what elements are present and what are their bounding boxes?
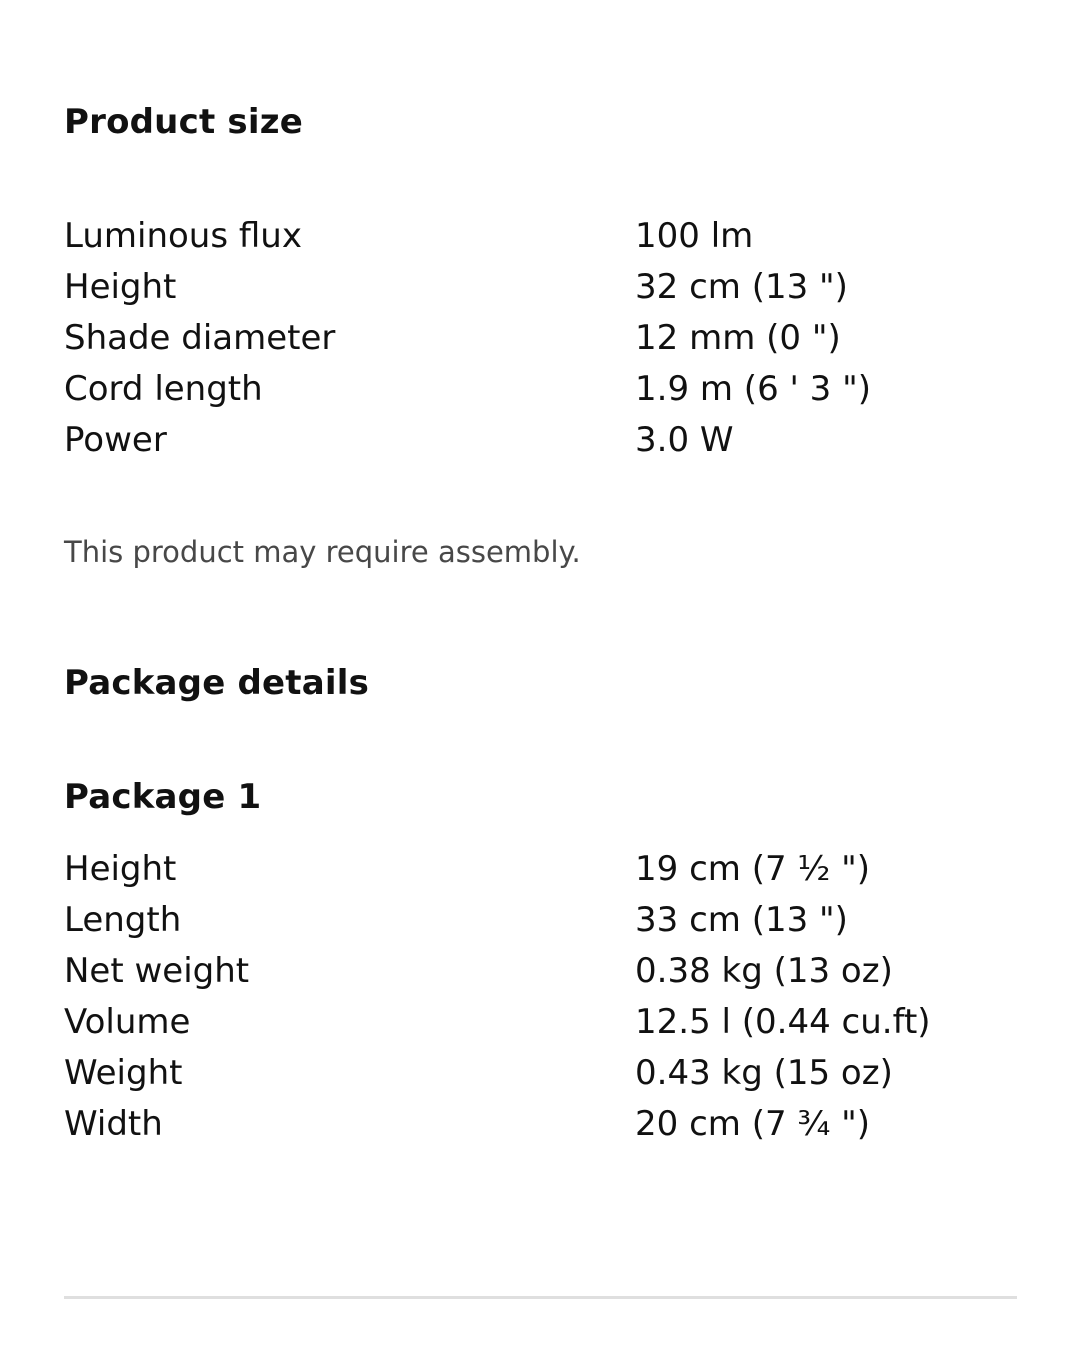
spec-row-cord-length — [64, 364, 1017, 415]
spec-label: Width — [64, 1104, 163, 1144]
package-details-heading: Package details — [64, 663, 370, 703]
spec-row-height — [64, 844, 1017, 895]
spec-label: Net weight — [64, 951, 250, 991]
spec-label: Height — [64, 849, 177, 889]
spec-value: 1.9 m (6 ' 3 ") — [635, 369, 872, 409]
spec-value: 0.43 kg (15 oz) — [635, 1053, 893, 1093]
package-1-spec-list — [64, 844, 1017, 1150]
spec-value: 19 cm (7 ½ ") — [635, 849, 871, 889]
spec-label: Luminous flux — [64, 216, 302, 256]
spec-row-shade-diameter — [64, 313, 1017, 364]
spec-label: Power — [64, 420, 167, 460]
spec-row-width — [64, 1099, 1017, 1150]
spec-row-height — [64, 262, 1017, 313]
spec-label: Cord length — [64, 369, 263, 409]
spec-row-volume — [64, 997, 1017, 1048]
spec-value: 32 cm (13 ") — [635, 267, 848, 307]
spec-value: 0.38 kg (13 oz) — [635, 951, 893, 991]
spec-row-length — [64, 895, 1017, 946]
spec-value: 100 lm — [635, 216, 754, 256]
spec-label: Height — [64, 267, 177, 307]
product-size-heading: Product size — [64, 102, 303, 142]
product-details-panel — [64, 0, 1017, 1350]
spec-row-luminous-flux — [64, 211, 1017, 262]
spec-row-weight — [64, 1048, 1017, 1099]
spec-row-power — [64, 415, 1017, 466]
assembly-note: This product may require assembly. — [64, 535, 581, 569]
package-1-heading: Package 1 — [64, 777, 262, 817]
spec-value: 12.5 l (0.44 cu.ft) — [635, 1002, 931, 1042]
spec-label: Volume — [64, 1002, 191, 1042]
spec-label: Weight — [64, 1053, 183, 1093]
spec-label: Shade diameter — [64, 318, 336, 358]
spec-value: 20 cm (7 ¾ ") — [635, 1104, 871, 1144]
spec-value: 12 mm (0 ") — [635, 318, 841, 358]
spec-row-net-weight — [64, 946, 1017, 997]
spec-value: 3.0 W — [635, 420, 734, 460]
section-divider — [64, 1296, 1017, 1299]
spec-label: Length — [64, 900, 182, 940]
spec-value: 33 cm (13 ") — [635, 900, 848, 940]
product-size-spec-list — [64, 211, 1017, 466]
